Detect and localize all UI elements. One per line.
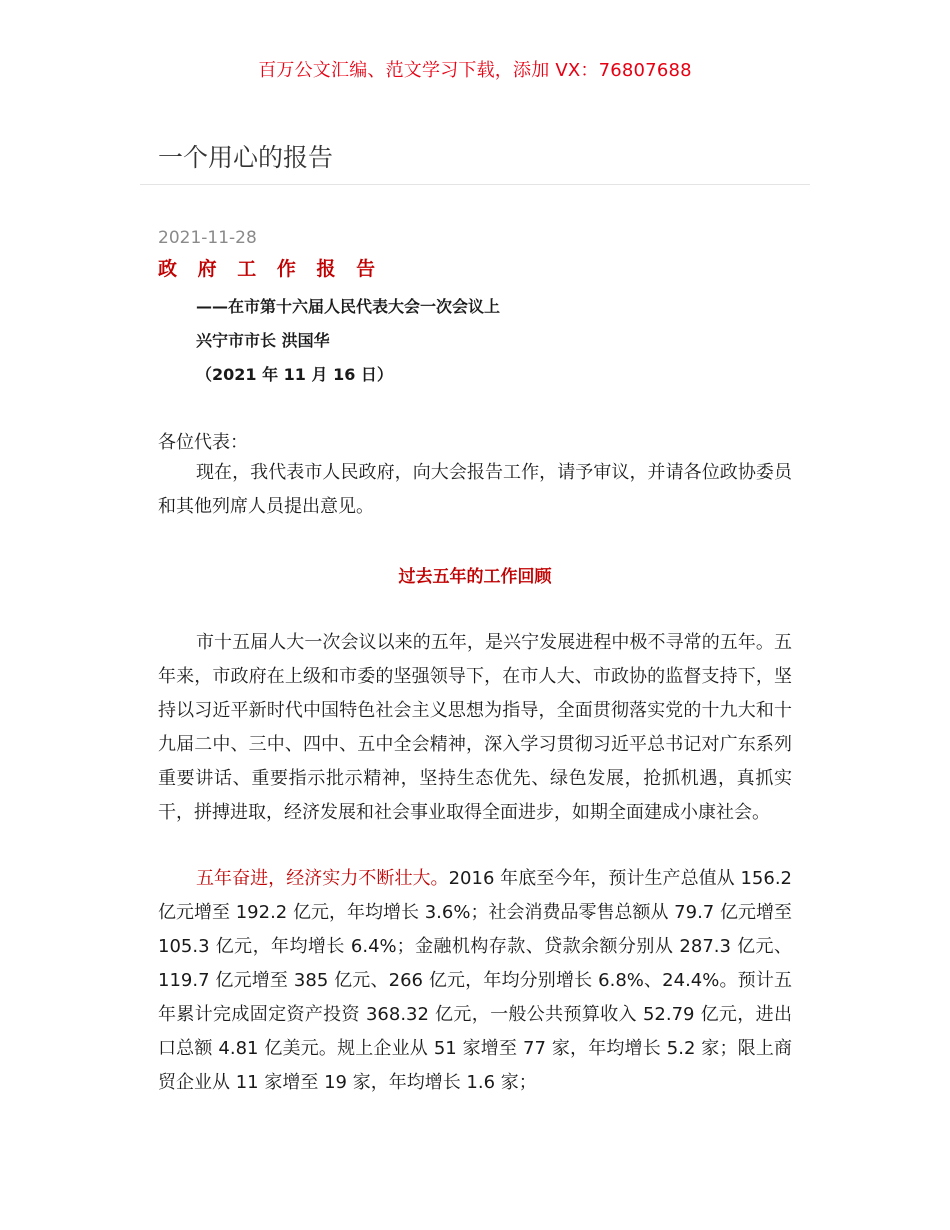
intro-paragraph: 现在，我代表市人民政府，向大会报告工作，请予审议，并请各位政协委员和其他列席人员提出意见。: [158, 462, 792, 517]
promo-banner: 百万公文汇编、范文学习下载，添加 VX：76807688: [258, 60, 692, 81]
publish-date: 2021-11-28: [158, 228, 257, 248]
economy-paragraph: [158, 862, 792, 1100]
page-title: 一个用心的报告: [158, 143, 334, 172]
header-divider: [140, 184, 810, 185]
economy-paragraph-text: 2016 年底至今年，预计生产总值从 156.2 亿元增至 192.2 亿元，年均增长 3.6%；社会消费品零售总额从 79.7 亿元增至 105.3 亿元，年均增长 6.4%；金融机构存款、贷款余额分别从 287.3 亿元、119.7 亿元增至 385 亿元、266 亿元，年均分别增长 6.8%、24.4%。预计五年累计完成固定资产投资 368.32 亿元，一般公共预算收入 52.79 亿元，进出口总额 4.81 亿美元。规上企业从 51 家增至 77 家，年均增长 5.2 家；限上商贸企业从 11 家增至 19 家，年均增长 1.6 家；: [158, 868, 793, 1093]
salutation: 各位代表：: [158, 432, 248, 453]
document-title: 政 府 工 作 报 告: [158, 258, 383, 280]
speaker-line: 兴宁市市长 洪国华: [196, 331, 330, 350]
review-paragraph: 市十五届人大一次会议以来的五年，是兴宁发展进程中极不寻常的五年。五年来，市政府在上级和市委的坚强领导下，在市人大、市政协的监督支持下，坚持以习近平新时代中国特色社会主义思想为指导，全面贯彻落实党的十九大和十九届二中、三中、四中、五中全会精神，深入学习贯彻习近平总书记对广东系列重要讲话、重要指示批示精神，坚持生态优先、绿色发展，抢抓机遇，真抓实干，拼搏进取，经济发展和社会事业取得全面进步，如期全面建成小康社会。: [158, 632, 792, 823]
document-subtitle: ——在市第十六届人民代表大会一次会议上: [196, 297, 501, 316]
speech-date: （2021 年 11 月 16 日）: [196, 365, 393, 384]
economy-highlight: 五年奋进，经济实力不断壮大。: [196, 868, 449, 889]
section-heading: 过去五年的工作回顾: [398, 567, 552, 587]
